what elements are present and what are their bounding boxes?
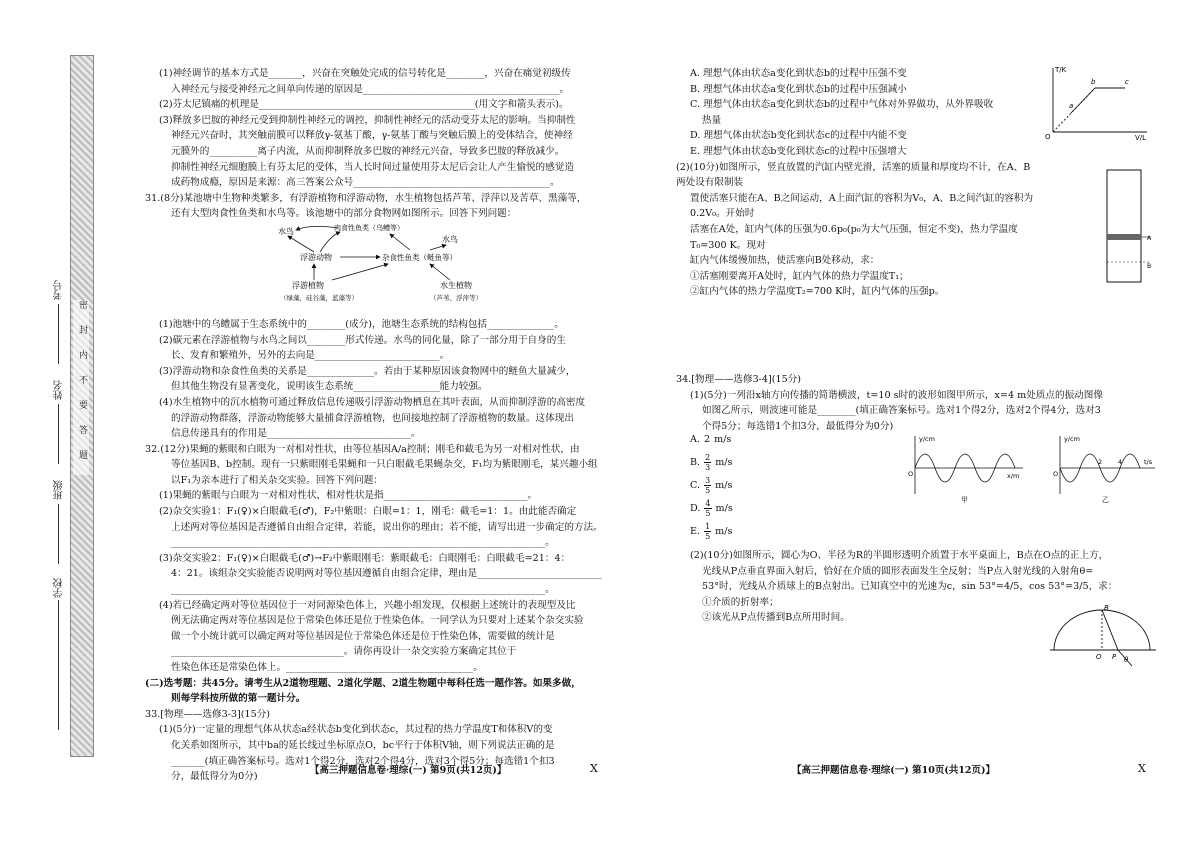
web-omnivore-fish: 杂食性鱼类（鲢鱼等） (382, 253, 457, 262)
text-line: 31.(8分)某池塘中生物种类繁多，有浮游植物和浮游动物，水生植物包括芦苇、浮萍以及苦草、黑藻等， (145, 192, 587, 204)
text-line: _______(填正确答案标号。选对1个得2分，选对2个得4分，选对3个得5分；每选错1个扣3 (171, 755, 555, 767)
option-item (690, 520, 890, 543)
option-label: D. (690, 503, 701, 514)
option-label: C. (690, 480, 701, 491)
text-line: (2)芬太尼镇痛的机理是_____________________________________________(用文字和箭头表示)。 (159, 99, 569, 111)
tv-point-c: c (1125, 78, 1129, 86)
text-line: 但其他生物没有显著变化，说明该生态系统__________________能力较强。 (171, 381, 488, 393)
text-line: (3)浮游动物和杂食性鱼类的关系是______________。若由于某种原因该食物网中的鲢鱼大量减少， (159, 365, 576, 377)
cylinder-figure (1105, 168, 1155, 288)
text-line: 信息传递具有的作用是______________________________。 (171, 428, 421, 440)
option-unit: m/s (715, 503, 733, 514)
right-footer: 【高三押题信息卷·理综(一) 第10页(共12页)】 (792, 765, 996, 776)
text-line: 热量 (702, 114, 722, 126)
text-line: ②该光从P点传播到B点所用时间。 (702, 612, 850, 624)
text-line: (3)释放多巴胺的神经元受到抑制性神经元的调控，抑制性神经元的活动受芬太尼的影响。当抑制性 (159, 114, 576, 126)
tv-graph (1035, 62, 1155, 142)
text-line: A. 理想气体由状态a变化到状态b的过程中压强不变 (690, 68, 907, 79)
left-page (145, 66, 605, 785)
right-page-block2 (676, 372, 1154, 434)
text-line: B. 理想气体由状态a变化到状态b的过程中压强减小 (690, 83, 907, 95)
text-line: 长、发育和繁殖外，另外的去向是__________________________。 (171, 350, 450, 362)
left-x-mark: X (590, 762, 598, 775)
wave-yi-y-label: y/cm (1064, 435, 1080, 443)
option-fraction: 2 3 (705, 453, 711, 472)
school-label: 学校 (54, 578, 65, 598)
text-line: ②缸内气体的热力学温度T₂=700 K时，缸内气体的压强p。 (690, 286, 945, 298)
web-carnivore-fish: 肉食性鱼类（乌鳢等） (334, 224, 404, 232)
text-line: (二)选考题：共45分。请考生从2道物理题、2道化学题、2道生物题中每科任选一题作答。如果多做， (145, 677, 581, 689)
option-unit: m/s (715, 526, 733, 537)
wave-yi-x-label: t/s (1144, 458, 1153, 466)
option-unit: m/s (715, 480, 733, 491)
text-line: 性染色体还是常染色体上。_______________________________________。 (171, 662, 483, 673)
option-unit: m/s (714, 434, 732, 445)
text-line: 的浮游动物群落，浮游动物能够大量捕食浮游植物，也间接地控制了浮游植物的数量。这体现出 (171, 412, 574, 424)
text-line: (2)碳元素在浮游植物与水鸟之间以________形式传递。水鸟的同化量，除了一部分用于自身的生 (159, 334, 566, 346)
text-line: (3)杂交实验2：F₁(♀)×白眼截毛(♂)→F₂中紫眼刚毛：紫眼截毛：白眼刚毛：白眼截毛=21：4： (159, 552, 571, 564)
web-aquatic-plants-note: （芦苇、浮萍等） (430, 294, 482, 302)
text-line: 活塞在A处，缸内气体的压强为0.6p₀(p₀为大气压强，恒定不变)，热力学温度T₀=300 K。现对 (690, 223, 1018, 251)
option-item (690, 428, 890, 451)
text-line: C. 理想气体由状态a变化到状态b的过程中气体对外界做功，从外界吸收 (690, 99, 994, 111)
wave-jia-x-label: x/m (1007, 472, 1020, 480)
option-label: A. (690, 434, 700, 445)
text-line: (4)水生植物中的沉水植物可通过释放信息传递吸引浮游动物栖息在其叶表面，从而抑制浮游的高密度 (159, 396, 586, 408)
text-line: (4)若已经确定两对等位基因位于一对同源染色体上，兴趣小组发现，仅根据上述统计的表现型及比 (159, 599, 576, 611)
text-line: 33.[物理——选修3-3](15分) (145, 708, 271, 720)
number-label: 考号 (54, 280, 65, 300)
right-x-mark: X (1138, 762, 1146, 775)
option-fraction: 1 5 (705, 522, 711, 541)
text-line: 以F₁为亲本进行了相关杂交实验。回答下列问题： (171, 474, 383, 486)
text-line: (1)池塘中的乌鳢属于生态系统中的________(成分)，池塘生态系统的结构包括______________。 (159, 318, 564, 330)
semi-point-p: P (1112, 653, 1117, 661)
option-unit: m/s (715, 457, 733, 468)
left-footer: 【高三押题信息卷·理综(一) 第9页(共12页)】 (310, 765, 507, 776)
wave-yi-caption: 乙 (1102, 496, 1109, 504)
text-line: (1)果蝇的紫眼与白眼为一对相对性状，相对性状是指______________________________。 (159, 490, 538, 502)
text-line: ______________________________________________________________________________。 (171, 584, 555, 596)
web-phytoplankton-note: （绿藻，硅谷藻，蓝藻等） (280, 294, 358, 302)
text-line: 53°时，光线从介质球上的B点射出。已知真空中的光速为c，sin 53°=4/5，cos 53°=3/5，求： (702, 581, 1118, 593)
option-value: 2 (703, 434, 711, 445)
tv-x-label: V/L (1135, 134, 1147, 142)
wave-jia-caption: 甲 (961, 496, 968, 504)
text-line: 成药物成瘾，原因是来源：高三答案公众号_________________________________________。 (171, 177, 560, 189)
food-web-diagram (270, 222, 520, 314)
binding-labels (24, 60, 70, 760)
text-line: 分，最低得分为0分) (171, 771, 258, 783)
text-line: ______________________________________________________________________________。 (171, 537, 555, 549)
wave-options (690, 428, 890, 543)
web-water-bird-right: 水鸟 (442, 235, 458, 244)
wave-jia-y-label: y/cm (919, 435, 935, 443)
text-line: 例无法确定两对等位基因是位于常染色体还是位于性染色体。一同学认为只要对上述某个杂交实验 (171, 615, 584, 627)
text-line: 入神经元与接受神经元之间单向传递的原因是_________________________________________。 (171, 83, 570, 95)
seal-text: 密封内不要答题 (73, 300, 89, 475)
text-line: (1)(5分)一列沿x轴方向传播的简谐横波，t=10 s时的波形如图甲所示，x=4 m处质点的振动图像 (690, 389, 1103, 401)
wave-yi-origin: O (1053, 470, 1059, 478)
cylinder-b: B (1147, 263, 1152, 270)
text-line: 等位基因B、b控制。现有一只紫眼刚毛果蝇和一只白眼截毛果蝇杂交，F₁均为紫眼刚毛，某兴趣小组 (171, 459, 598, 471)
text-line: ①活塞刚要离开A处时，缸内气体的热力学温度T₁； (690, 270, 909, 282)
option-fraction: 3 5 (705, 476, 711, 495)
text-line: 个得5分；每选错1个扣3分，最低得分为0分) (702, 420, 894, 432)
text-line: 上述两对等位基因是否遵循自由组合定律，若能，说出你的理由；若不能，请写出进一步确定的方法。 (171, 521, 603, 533)
web-phytoplankton: 浮游植物 (292, 281, 324, 290)
text-line: (2)(10分)如图所示，竖直放置的汽缸内壁光滑，活塞的质量和厚度均不计，在A、B两处设有限制装 (676, 161, 1031, 189)
tv-point-b: b (1091, 78, 1096, 86)
option-label: E. (690, 526, 701, 537)
web-water-bird-left: 水鸟 (278, 227, 294, 236)
text-line: 做一个小统计就可以确定两对等位基因是位于常染色体还是位于性染色体，需要做的统计是 (171, 630, 555, 642)
text-line: 化关系如图所示，其中ba的延长线过坐标原点O，bc平行于体积V轴，则下列说法正确的是 (171, 739, 555, 751)
text-line: 32.(12分)果蝇的紫眼和白眼为一对相对性状，由等位基因A/a控制；刚毛和截毛为另一对相对性状，由 (145, 443, 580, 455)
semi-theta: θ (1124, 656, 1129, 664)
class-label: 班级 (54, 480, 65, 500)
text-line: (2)杂交实验1：F₁(♀)×白眼截毛(♂)，F₂中紫眼：白眼=1：1，刚毛：截毛=1：1。由此能否确定 (159, 506, 577, 518)
cylinder-a: A (1147, 235, 1152, 242)
option-item (690, 451, 890, 474)
tv-point-a: a (1069, 102, 1074, 110)
tv-y-label: T/K (1055, 66, 1067, 74)
wave-yi-tick-4: 4 (1118, 458, 1123, 466)
text-line: 则每学科按所做的第一题计分。 (171, 693, 306, 705)
semicircle-figure (1048, 604, 1158, 670)
semi-point-o: O (1096, 653, 1102, 661)
web-aquatic-plants: 水生植物 (440, 281, 472, 290)
name-label: 姓名 (54, 380, 65, 400)
text-line: ①介质的折射率； (702, 596, 779, 608)
tv-origin: O (1045, 133, 1051, 141)
option-fraction: 4 5 (705, 499, 711, 518)
text-line: 4：21。该组杂交实验能否说明两对等位基因遵循自由组合定律，理由是__________________________ (171, 568, 602, 580)
text-line: 元膜外的__________离子内流，从而抑制释放多巴胺的神经元兴奋，导致多巴胺的释放减少。 (171, 145, 565, 157)
text-line: 光线从P点垂直界面入射后，恰好在介质的圆形表面发生全反射；当P点入射光线的入射角θ= (702, 565, 1094, 577)
text-line: 34.[物理——选修3-4](15分) (676, 374, 802, 385)
text-line: (2)(10分)如图所示，圆心为O、半径为R的半圆形透明介质置于水平桌面上，B点在O点的正上方， (690, 550, 1109, 561)
option-item (690, 474, 890, 497)
right-page-block1 (676, 66, 1036, 300)
wave-yi-tick-2: 2 (1098, 458, 1103, 466)
text-line: (1)神经调节的基本方式是_______，兴奋在突触处完成的信号转化是________，兴奋在痛觉初级传 (159, 68, 571, 79)
text-line: 还有大型肉食性鱼类和水鸟等。该池塘中的部分食物网如图所示。回答下列问题： (171, 208, 517, 220)
semi-point-b: B (1104, 604, 1109, 612)
text-line: ____________________________________。请你再设计一杂交实验方案确定其位于 (171, 646, 517, 658)
text-line: 缸内气体缓慢加热，使活塞向B处移动，求： (690, 255, 880, 267)
text-line: 神经元兴奋时，其突触前膜可以释放γ-氨基丁酸，γ-氨基丁酸与突触后膜上的受体结合，使神经 (171, 130, 573, 142)
wave-yi-graph (1052, 432, 1157, 504)
text-line: (1)(5分)一定量的理想气体从状态a经状态b变化到状态c，其过程的热力学温度T和体积V的变 (159, 724, 553, 736)
option-label: B. (690, 457, 701, 468)
wave-jia-graph (905, 432, 1025, 504)
wave-jia-origin: O (908, 470, 914, 478)
text-line: D. 理想气体由状态b变化到状态c的过程中内能不变 (690, 130, 907, 142)
text-line: 抑制性神经元细胞膜上有芬太尼的受体，当人长时间过量使用芬太尼后会让人产生愉悦的感觉造 (171, 161, 574, 173)
text-line: 置使活塞只能在A、B之间运动，A上面汽缸的容积为V₀，A、B之间汽缸的容积为0.2V₀。开始时 (690, 192, 1034, 220)
web-zooplankton: 浮游动物 (300, 253, 332, 262)
option-item (690, 497, 890, 520)
text-line: 如图乙所示，则波速可能是________(填正确答案标号。选对1个得2分，选对2个得4分，选对3 (702, 405, 1101, 417)
text-line: E. 理想气体由状态b变化到状态c的过程中压强增大 (690, 145, 907, 157)
